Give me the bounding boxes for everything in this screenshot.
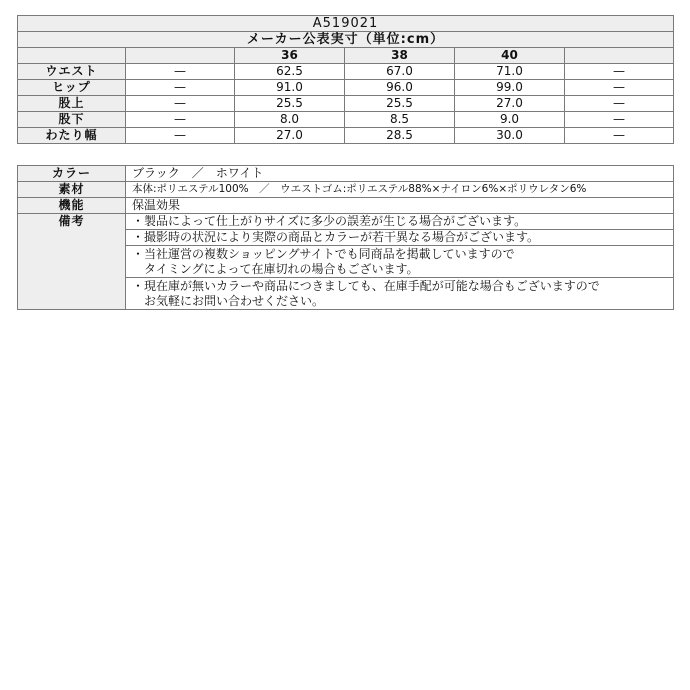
function-value: 保温効果 xyxy=(126,198,674,214)
value-cell: 96.0 xyxy=(345,80,455,96)
color-value: ブラック ／ ホワイト xyxy=(126,166,674,182)
dash-cell: — xyxy=(565,112,674,128)
size-header-36: 36 xyxy=(235,48,345,64)
value-cell: 9.0 xyxy=(455,112,565,128)
dash-cell: — xyxy=(126,128,235,144)
dash-cell: — xyxy=(565,80,674,96)
table-row xyxy=(18,112,674,128)
note-line: お気軽にお問い合わせください。 xyxy=(132,293,325,308)
size-chart-subtitle: メーカー公表実寸（単位:cm） xyxy=(18,32,674,48)
dash-cell: — xyxy=(126,80,235,96)
value-cell: 99.0 xyxy=(455,80,565,96)
product-code: A519021 xyxy=(18,16,674,32)
value-cell: 8.0 xyxy=(235,112,345,128)
material-label: 素材 xyxy=(18,182,126,198)
notes-label: 備考 xyxy=(18,214,126,310)
value-cell: 30.0 xyxy=(455,128,565,144)
row-label-waist: ウエスト xyxy=(18,64,126,80)
value-cell: 67.0 xyxy=(345,64,455,80)
value-cell: 62.5 xyxy=(235,64,345,80)
header-empty-cell xyxy=(565,48,674,64)
color-row xyxy=(18,166,674,182)
note-line: タイミングによって在庫切れの場合もございます。 xyxy=(132,261,419,276)
table-row xyxy=(18,80,674,96)
dash-cell: — xyxy=(126,112,235,128)
row-label-hip: ヒップ xyxy=(18,80,126,96)
size-chart-table xyxy=(17,15,674,144)
note-item xyxy=(126,278,674,310)
subtitle-row xyxy=(18,32,674,48)
table-row xyxy=(18,96,674,112)
product-info-table xyxy=(17,165,674,310)
note-line: ・撮影時の状況により実際の商品とカラーが若干異なる場合がございます。 xyxy=(132,230,540,244)
size-header-40: 40 xyxy=(455,48,565,64)
dash-cell: — xyxy=(565,96,674,112)
material-row xyxy=(18,182,674,198)
header-empty-cell xyxy=(126,48,235,64)
value-cell: 8.5 xyxy=(345,112,455,128)
color-label: カラー xyxy=(18,166,126,182)
header-empty-cell xyxy=(18,48,126,64)
value-cell: 71.0 xyxy=(455,64,565,80)
value-cell: 91.0 xyxy=(235,80,345,96)
note-item xyxy=(126,230,674,246)
value-cell: 27.0 xyxy=(455,96,565,112)
dash-cell: — xyxy=(565,128,674,144)
note-line: ・製品によって仕上がりサイズに多少の誤差が生じる場合がございます。 xyxy=(132,214,527,228)
function-label: 機能 xyxy=(18,198,126,214)
dash-cell: — xyxy=(126,96,235,112)
note-item xyxy=(126,246,674,278)
value-cell: 28.5 xyxy=(345,128,455,144)
product-code-row xyxy=(18,16,674,32)
value-cell: 25.5 xyxy=(345,96,455,112)
row-label-thigh-width: わたり幅 xyxy=(18,128,126,144)
size-header-row xyxy=(18,48,674,64)
function-row xyxy=(18,198,674,214)
row-label-inseam: 股下 xyxy=(18,112,126,128)
row-label-rise: 股上 xyxy=(18,96,126,112)
table-row xyxy=(18,64,674,80)
table-row xyxy=(18,128,674,144)
size-header-38: 38 xyxy=(345,48,455,64)
material-value: 本体:ポリエステル100% ／ ウエストゴム:ポリエステル88%×ナイロン6%×ポリウレタン6% xyxy=(126,182,674,198)
note-line: ・現在庫が無いカラーや商品につきましても、在庫手配が可能な場合もございますので xyxy=(132,278,600,293)
value-cell: 25.5 xyxy=(235,96,345,112)
notes-row xyxy=(18,214,674,230)
dash-cell: — xyxy=(565,64,674,80)
note-item xyxy=(126,214,674,230)
dash-cell: — xyxy=(126,64,235,80)
note-line: ・当社運営の複数ショッピングサイトでも同商品を掲載していますので xyxy=(132,246,515,261)
value-cell: 27.0 xyxy=(235,128,345,144)
